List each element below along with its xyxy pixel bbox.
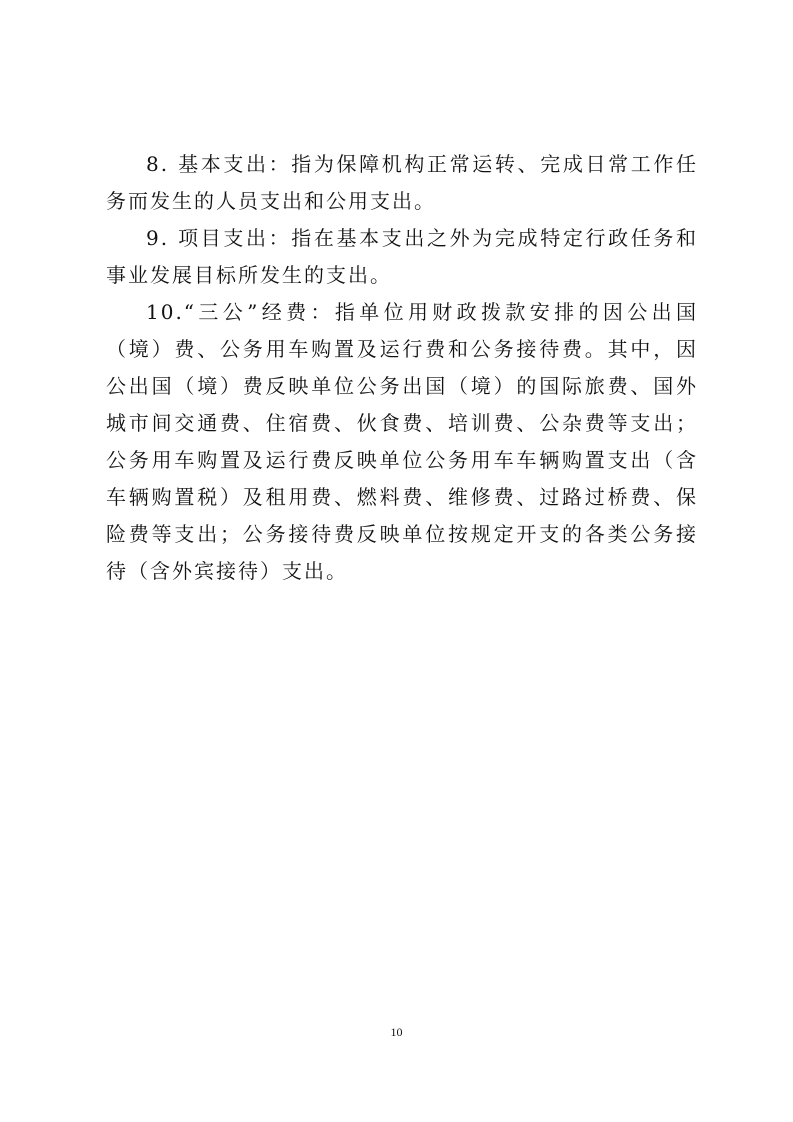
paragraph-project-expenditure: 9. 项目支出：指在基本支出之外为完成特定行政任务和事业发展目标所发生的支出。 [106,226,698,287]
paragraph-three-public-expenses: 10.“三公”经费：指单位用财政拨款安排的因公出国（境）费、公务用车购置及运行费和公务接待费。其中，因公出国（境）费反映单位公务出国（境）的国际旅费、国外城市间交通费、住宿费、伙食费、培训费、公杂费等支出；公务用车购置及运行费反映单位公务用车车辆购置支出（含车辆购置税）及租用费、燃料费、维修费、过路过桥费、保险费等支出；公务接待费反映单位按规定开支的各类公务接待（含外宾接待）支出。 [106,300,698,583]
page-number: 10 [390,1025,403,1039]
document-body [106,146,698,590]
paragraph-basic-expenditure: 8. 基本支出：指为保障机构正常运转、完成日常工作任务而发生的人员支出和公用支出。 [106,152,698,213]
